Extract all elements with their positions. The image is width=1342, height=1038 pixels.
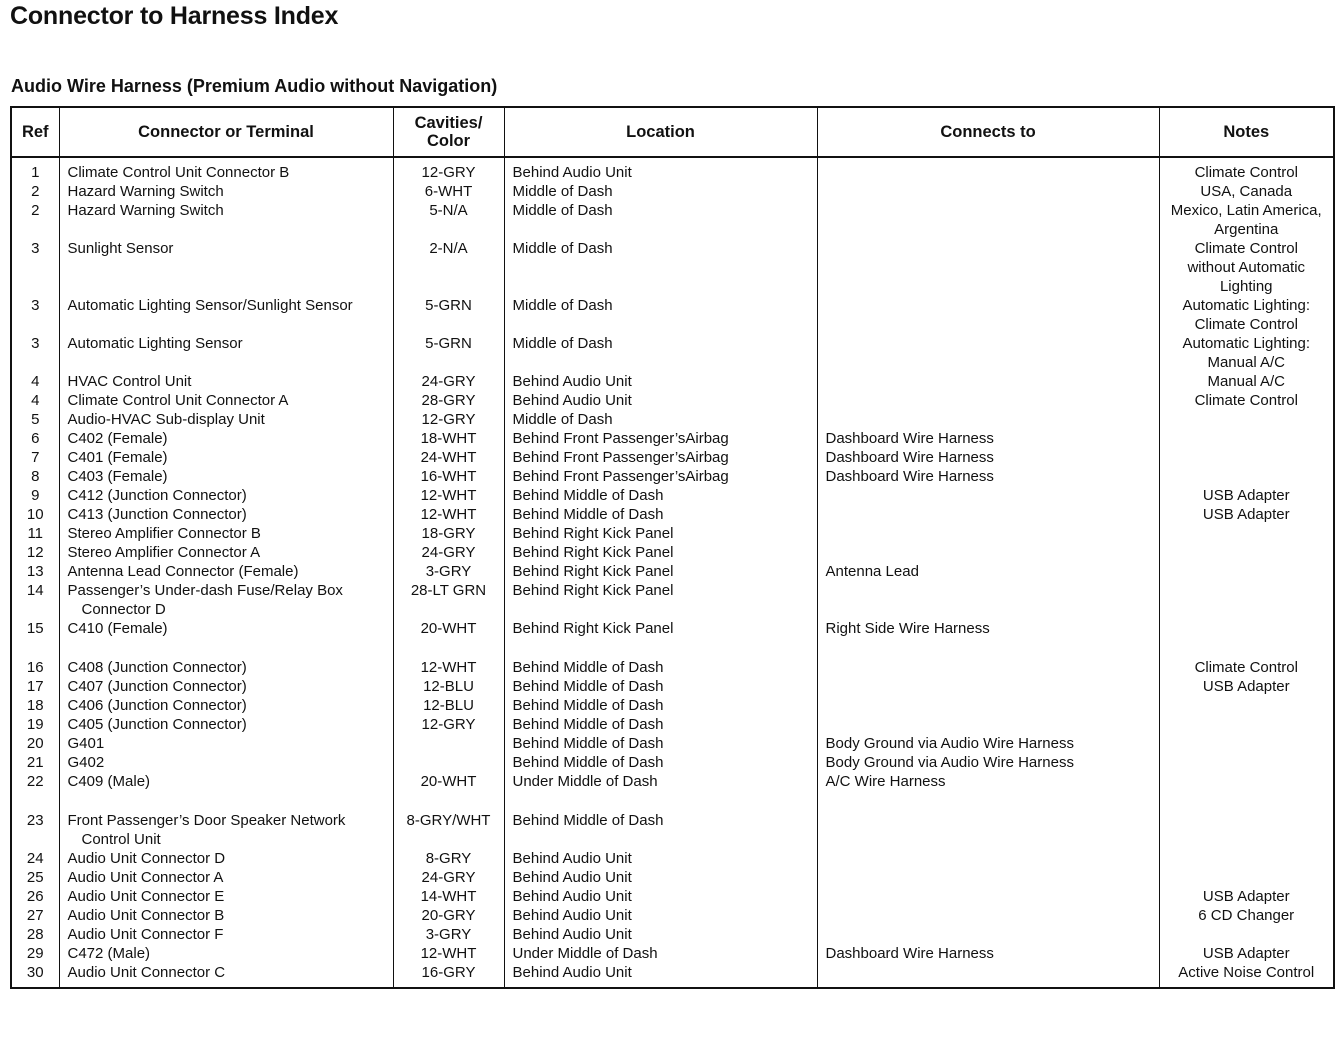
cell-cavities: 24-GRY [393, 543, 504, 562]
cell-location: Behind Middle of Dash [504, 505, 817, 524]
cell-connector [59, 562, 393, 581]
connector-name: C407 (Junction Connector) [67, 678, 247, 695]
cell-ref: 24 [26, 850, 44, 867]
table-row [11, 429, 1334, 448]
table-row [11, 906, 1334, 925]
cell-connector [59, 524, 393, 543]
cell-location: Behind Audio Unit [504, 868, 817, 887]
cell-notes [1159, 849, 1334, 868]
cell-connector [59, 334, 393, 372]
cell-cavities [393, 734, 504, 753]
cell-ref: 4 [31, 392, 40, 409]
cell-notes [1159, 524, 1334, 543]
cell-connector [59, 391, 393, 410]
table-row [11, 696, 1334, 715]
table-row [11, 486, 1334, 505]
cell-connects-to [817, 157, 1159, 182]
cell-cavities: 5-GRN [393, 296, 504, 334]
cell-location: Behind Middle of Dash [504, 753, 817, 772]
cell-notes [1159, 868, 1334, 887]
cell-notes [1159, 715, 1334, 734]
connector-name: C410 (Female) [67, 620, 168, 637]
cell-connects-to [817, 963, 1159, 988]
cell-cavities: 20-WHT [393, 619, 504, 658]
cell-connector [59, 753, 393, 772]
cell-location: Behind Audio Unit [504, 157, 817, 182]
cell-location: Behind Right Kick Panel [504, 524, 817, 543]
table-header-row [11, 107, 1334, 157]
connector-name: Front Passenger’s Door Speaker Network [67, 812, 346, 829]
cell-location: Behind Front Passenger’sAirbag [504, 429, 817, 448]
cell-location: Behind Front Passenger’sAirbag [504, 467, 817, 486]
cell-connector [59, 906, 393, 925]
cell-ref: 25 [26, 869, 44, 886]
cell-connects-to: Body Ground via Audio Wire Harness [817, 734, 1159, 753]
table-row [11, 467, 1334, 486]
cell-location: Behind Right Kick Panel [504, 581, 817, 619]
cell-cavities: 14-WHT [393, 887, 504, 906]
connector-name: C402 (Female) [67, 430, 168, 447]
cell-notes [1159, 772, 1334, 811]
cell-notes [1159, 448, 1334, 467]
cell-notes [1159, 410, 1334, 429]
cell-cavities: 5-N/A [393, 201, 504, 239]
cell-connector [59, 372, 393, 391]
cell-location: Behind Audio Unit [504, 925, 817, 944]
cell-ref: 3 [31, 240, 40, 257]
cell-ref: 3 [31, 297, 40, 314]
cell-cavities [393, 753, 504, 772]
cell-ref: 19 [26, 716, 44, 733]
cell-connector [59, 944, 393, 963]
cell-location: Behind Middle of Dash [504, 658, 817, 677]
cell-ref: 13 [26, 563, 44, 580]
cell-notes: Active Noise Control [1159, 963, 1334, 988]
connector-name: Stereo Amplifier Connector B [67, 525, 261, 542]
cell-ref: 26 [26, 888, 44, 905]
cell-ref: 4 [31, 373, 40, 390]
cell-connector [59, 715, 393, 734]
cell-notes: Manual A/C [1159, 372, 1334, 391]
cell-notes: USB Adapter [1159, 677, 1334, 696]
cell-location: Behind Middle of Dash [504, 486, 817, 505]
cell-connects-to: A/C Wire Harness [817, 772, 1159, 811]
table-row [11, 887, 1334, 906]
cell-notes: USB Adapter [1159, 887, 1334, 906]
cell-ref: 3 [31, 335, 40, 352]
connector-name: Automatic Lighting Sensor/Sunlight Sensor [67, 297, 353, 314]
cell-notes: USB Adapter [1159, 486, 1334, 505]
cell-connector [59, 157, 393, 182]
connector-name: G401 [67, 735, 105, 752]
column-header-cavities [393, 107, 504, 157]
cell-cavities: 3-GRY [393, 562, 504, 581]
table-row [11, 448, 1334, 467]
cell-notes: Mexico, Latin America, Argentina [1159, 201, 1334, 239]
cell-ref: 18 [26, 697, 44, 714]
cell-connects-to [817, 372, 1159, 391]
cell-cavities: 2-N/A [393, 239, 504, 296]
cell-connects-to [817, 391, 1159, 410]
cell-notes: USB Adapter [1159, 505, 1334, 524]
cell-connects-to [817, 658, 1159, 677]
cell-connects-to: Dashboard Wire Harness [817, 448, 1159, 467]
connector-name: G402 [67, 754, 105, 771]
cell-cavities: 24-GRY [393, 372, 504, 391]
cell-ref: 20 [26, 735, 44, 752]
cell-location: Middle of Dash [504, 239, 817, 296]
cell-connects-to [817, 201, 1159, 239]
cell-notes [1159, 429, 1334, 448]
cell-location: Under Middle of Dash [504, 944, 817, 963]
table-row [11, 296, 1334, 334]
connector-name: Antenna Lead Connector (Female) [67, 563, 299, 580]
cell-notes: Climate Control [1159, 157, 1334, 182]
cell-notes [1159, 619, 1334, 658]
cell-connects-to: Dashboard Wire Harness [817, 944, 1159, 963]
cell-location: Under Middle of Dash [504, 772, 817, 811]
table-row [11, 619, 1334, 658]
connector-name: C412 (Junction Connector) [67, 487, 247, 504]
cell-connector [59, 296, 393, 334]
cell-cavities: 18-WHT [393, 429, 504, 448]
cell-notes: Climate Control without Automatic Lighting [1159, 239, 1334, 296]
cell-connects-to [817, 715, 1159, 734]
cell-notes [1159, 753, 1334, 772]
cell-cavities: 12-BLU [393, 677, 504, 696]
cell-notes [1159, 562, 1334, 581]
column-header-location: Location [504, 107, 817, 157]
cell-location: Behind Audio Unit [504, 906, 817, 925]
cell-ref: 14 [26, 582, 44, 599]
cell-connector [59, 581, 393, 619]
connector-name: Audio Unit Connector F [67, 926, 224, 943]
column-header-cavities-text: Cavities/ Color [414, 114, 483, 150]
cell-notes [1159, 467, 1334, 486]
cell-cavities: 24-WHT [393, 448, 504, 467]
cell-connector [59, 448, 393, 467]
connector-name: Audio Unit Connector A [67, 869, 224, 886]
cell-notes: USA, Canada [1159, 182, 1334, 201]
connector-name: HVAC Control Unit [67, 373, 192, 390]
cell-cavities: 12-GRY [393, 157, 504, 182]
cell-connector [59, 619, 393, 658]
cell-notes: Climate Control [1159, 391, 1334, 410]
cell-connector [59, 182, 393, 201]
table-row [11, 925, 1334, 944]
connector-name-continuation: Control Unit [81, 831, 161, 848]
table-row [11, 734, 1334, 753]
cell-connects-to [817, 334, 1159, 372]
cell-ref: 5 [31, 411, 40, 428]
cell-notes: Climate Control [1159, 658, 1334, 677]
cell-location: Behind Audio Unit [504, 887, 817, 906]
section-title: Audio Wire Harness (Premium Audio without Navigation) [11, 76, 498, 96]
cell-connects-to [817, 887, 1159, 906]
page-title: Connector to Harness Index [10, 2, 339, 30]
cell-location: Behind Right Kick Panel [504, 619, 817, 658]
connector-name: Audio Unit Connector B [67, 907, 225, 924]
table-row [11, 944, 1334, 963]
cell-notes [1159, 811, 1334, 849]
cell-notes: USB Adapter [1159, 944, 1334, 963]
cell-connects-to: Dashboard Wire Harness [817, 467, 1159, 486]
cell-ref: 16 [26, 659, 44, 676]
cell-cavities: 12-WHT [393, 486, 504, 505]
cell-connects-to [817, 581, 1159, 619]
cell-ref: 11 [27, 525, 44, 542]
table-body [11, 157, 1334, 988]
cell-cavities: 6-WHT [393, 182, 504, 201]
cell-connector [59, 410, 393, 429]
cell-ref: 9 [31, 487, 40, 504]
cell-cavities: 12-BLU [393, 696, 504, 715]
cell-location: Behind Right Kick Panel [504, 543, 817, 562]
connector-name: C405 (Junction Connector) [67, 716, 247, 733]
cell-ref: 28 [26, 926, 44, 943]
connector-name: Audio Unit Connector D [67, 850, 226, 867]
cell-cavities: 8-GRY [393, 849, 504, 868]
table-row [11, 963, 1334, 988]
cell-connector [59, 772, 393, 811]
cell-ref: 17 [26, 678, 44, 695]
cell-connects-to [817, 486, 1159, 505]
column-header-connector: Connector or Terminal [59, 107, 393, 157]
cell-location: Behind Audio Unit [504, 372, 817, 391]
table-row [11, 543, 1334, 562]
cell-cavities: 18-GRY [393, 524, 504, 543]
connector-name: Climate Control Unit Connector A [67, 392, 289, 409]
cell-connector [59, 201, 393, 239]
cell-ref: 8 [31, 468, 40, 485]
table-row [11, 334, 1334, 372]
connector-name: Sunlight Sensor [67, 240, 174, 257]
cell-cavities: 28-LT GRN [393, 581, 504, 619]
cell-cavities: 12-WHT [393, 658, 504, 677]
connector-name: Audio Unit Connector C [67, 964, 226, 981]
connector-name: Automatic Lighting Sensor [67, 335, 243, 352]
cell-connector [59, 677, 393, 696]
cell-connector [59, 887, 393, 906]
cell-connector [59, 696, 393, 715]
connector-name: Hazard Warning Switch [67, 202, 224, 219]
cell-location: Behind Middle of Dash [504, 677, 817, 696]
cell-location: Behind Right Kick Panel [504, 562, 817, 581]
table-row [11, 391, 1334, 410]
cell-location: Middle of Dash [504, 296, 817, 334]
table-row [11, 182, 1334, 201]
connector-name: C403 (Female) [67, 468, 168, 485]
cell-cavities: 28-GRY [393, 391, 504, 410]
connector-name: Audio-HVAC Sub-display Unit [67, 411, 265, 428]
cell-cavities: 12-GRY [393, 410, 504, 429]
cell-connects-to [817, 296, 1159, 334]
cell-connector [59, 429, 393, 448]
cell-ref: 23 [26, 812, 44, 829]
connector-name: C401 (Female) [67, 449, 168, 466]
cell-notes: 6 CD Changer [1159, 906, 1334, 925]
column-header-notes: Notes [1159, 107, 1334, 157]
cell-connector [59, 486, 393, 505]
cell-connector [59, 925, 393, 944]
cell-location: Behind Middle of Dash [504, 696, 817, 715]
cell-ref: 22 [26, 773, 44, 790]
table-row [11, 772, 1334, 811]
cell-connects-to [817, 906, 1159, 925]
cell-cavities: 20-GRY [393, 906, 504, 925]
cell-cavities: 8-GRY/WHT [393, 811, 504, 849]
cell-connector [59, 868, 393, 887]
cell-connector [59, 467, 393, 486]
table-row [11, 157, 1334, 182]
cell-ref: 1 [31, 164, 40, 181]
cell-ref: 29 [26, 945, 44, 962]
cell-ref: 2 [31, 202, 40, 219]
connector-name: C413 (Junction Connector) [67, 506, 247, 523]
connector-name: C406 (Junction Connector) [67, 697, 247, 714]
cell-cavities: 24-GRY [393, 868, 504, 887]
table-row [11, 849, 1334, 868]
cell-connects-to [817, 182, 1159, 201]
cell-ref: 27 [26, 907, 44, 924]
connector-name: Stereo Amplifier Connector A [67, 544, 261, 561]
cell-connects-to: Right Side Wire Harness [817, 619, 1159, 658]
table-row [11, 811, 1334, 849]
cell-connects-to: Dashboard Wire Harness [817, 429, 1159, 448]
cell-connector [59, 239, 393, 296]
cell-ref: 21 [26, 754, 44, 771]
cell-connects-to [817, 849, 1159, 868]
table-row [11, 677, 1334, 696]
cell-connects-to: Antenna Lead [817, 562, 1159, 581]
cell-location: Behind Front Passenger’sAirbag [504, 448, 817, 467]
connector-index-table [10, 106, 1335, 989]
cell-location: Behind Audio Unit [504, 849, 817, 868]
cell-connects-to [817, 868, 1159, 887]
cell-notes: Automatic Lighting: Manual A/C [1159, 334, 1334, 372]
cell-ref: 2 [31, 183, 40, 200]
cell-connector [59, 849, 393, 868]
connector-name-continuation: Connector D [81, 601, 166, 618]
cell-location: Behind Middle of Dash [504, 734, 817, 753]
cell-cavities: 5-GRN [393, 334, 504, 372]
cell-location: Behind Middle of Dash [504, 811, 817, 849]
connector-name: Passenger’s Under-dash Fuse/Relay Box [67, 582, 343, 599]
cell-ref: 10 [26, 506, 44, 523]
table-row [11, 562, 1334, 581]
cell-cavities: 12-GRY [393, 715, 504, 734]
cell-connector [59, 734, 393, 753]
cell-notes [1159, 543, 1334, 562]
table-row [11, 505, 1334, 524]
connector-name: Audio Unit Connector E [67, 888, 225, 905]
cell-location: Behind Audio Unit [504, 963, 817, 988]
table-row [11, 410, 1334, 429]
cell-connects-to [817, 925, 1159, 944]
connector-name: Hazard Warning Switch [67, 183, 224, 200]
connector-name: C409 (Male) [67, 773, 151, 790]
cell-location: Behind Middle of Dash [504, 715, 817, 734]
table-row [11, 868, 1334, 887]
table-row [11, 581, 1334, 619]
cell-connector [59, 811, 393, 849]
cell-ref: 30 [26, 964, 44, 981]
cell-connects-to [817, 505, 1159, 524]
cell-notes [1159, 734, 1334, 753]
cell-connector [59, 963, 393, 988]
cell-notes: Automatic Lighting: Climate Control [1159, 296, 1334, 334]
cell-ref: 6 [31, 430, 40, 447]
table-row [11, 201, 1334, 239]
cell-connects-to [817, 543, 1159, 562]
cell-location: Middle of Dash [504, 410, 817, 429]
cell-connects-to [817, 696, 1159, 715]
connector-name: C472 (Male) [67, 945, 151, 962]
cell-cavities: 16-GRY [393, 963, 504, 988]
cell-connector [59, 658, 393, 677]
cell-connects-to [817, 410, 1159, 429]
column-header-ref: Ref [11, 107, 59, 157]
cell-cavities: 20-WHT [393, 772, 504, 811]
connector-name: Climate Control Unit Connector B [67, 164, 290, 181]
cell-notes [1159, 696, 1334, 715]
cell-connects-to [817, 524, 1159, 543]
cell-connects-to [817, 811, 1159, 849]
table-row [11, 715, 1334, 734]
table-row [11, 372, 1334, 391]
cell-connects-to [817, 239, 1159, 296]
cell-location: Middle of Dash [504, 182, 817, 201]
cell-ref: 15 [26, 620, 44, 637]
table-row [11, 524, 1334, 543]
cell-connects-to [817, 677, 1159, 696]
cell-ref: 12 [26, 544, 44, 561]
cell-connector [59, 543, 393, 562]
cell-connects-to: Body Ground via Audio Wire Harness [817, 753, 1159, 772]
cell-cavities: 16-WHT [393, 467, 504, 486]
cell-notes [1159, 925, 1334, 944]
table-row [11, 753, 1334, 772]
column-header-connects-to: Connects to [817, 107, 1159, 157]
cell-location: Middle of Dash [504, 201, 817, 239]
table-row [11, 658, 1334, 677]
table-row [11, 239, 1334, 296]
connector-name: C408 (Junction Connector) [67, 659, 247, 676]
cell-connector [59, 505, 393, 524]
cell-ref: 7 [31, 449, 40, 466]
cell-cavities: 12-WHT [393, 505, 504, 524]
cell-cavities: 3-GRY [393, 925, 504, 944]
cell-notes [1159, 581, 1334, 619]
cell-location: Middle of Dash [504, 334, 817, 372]
cell-cavities: 12-WHT [393, 944, 504, 963]
cell-location: Behind Audio Unit [504, 391, 817, 410]
